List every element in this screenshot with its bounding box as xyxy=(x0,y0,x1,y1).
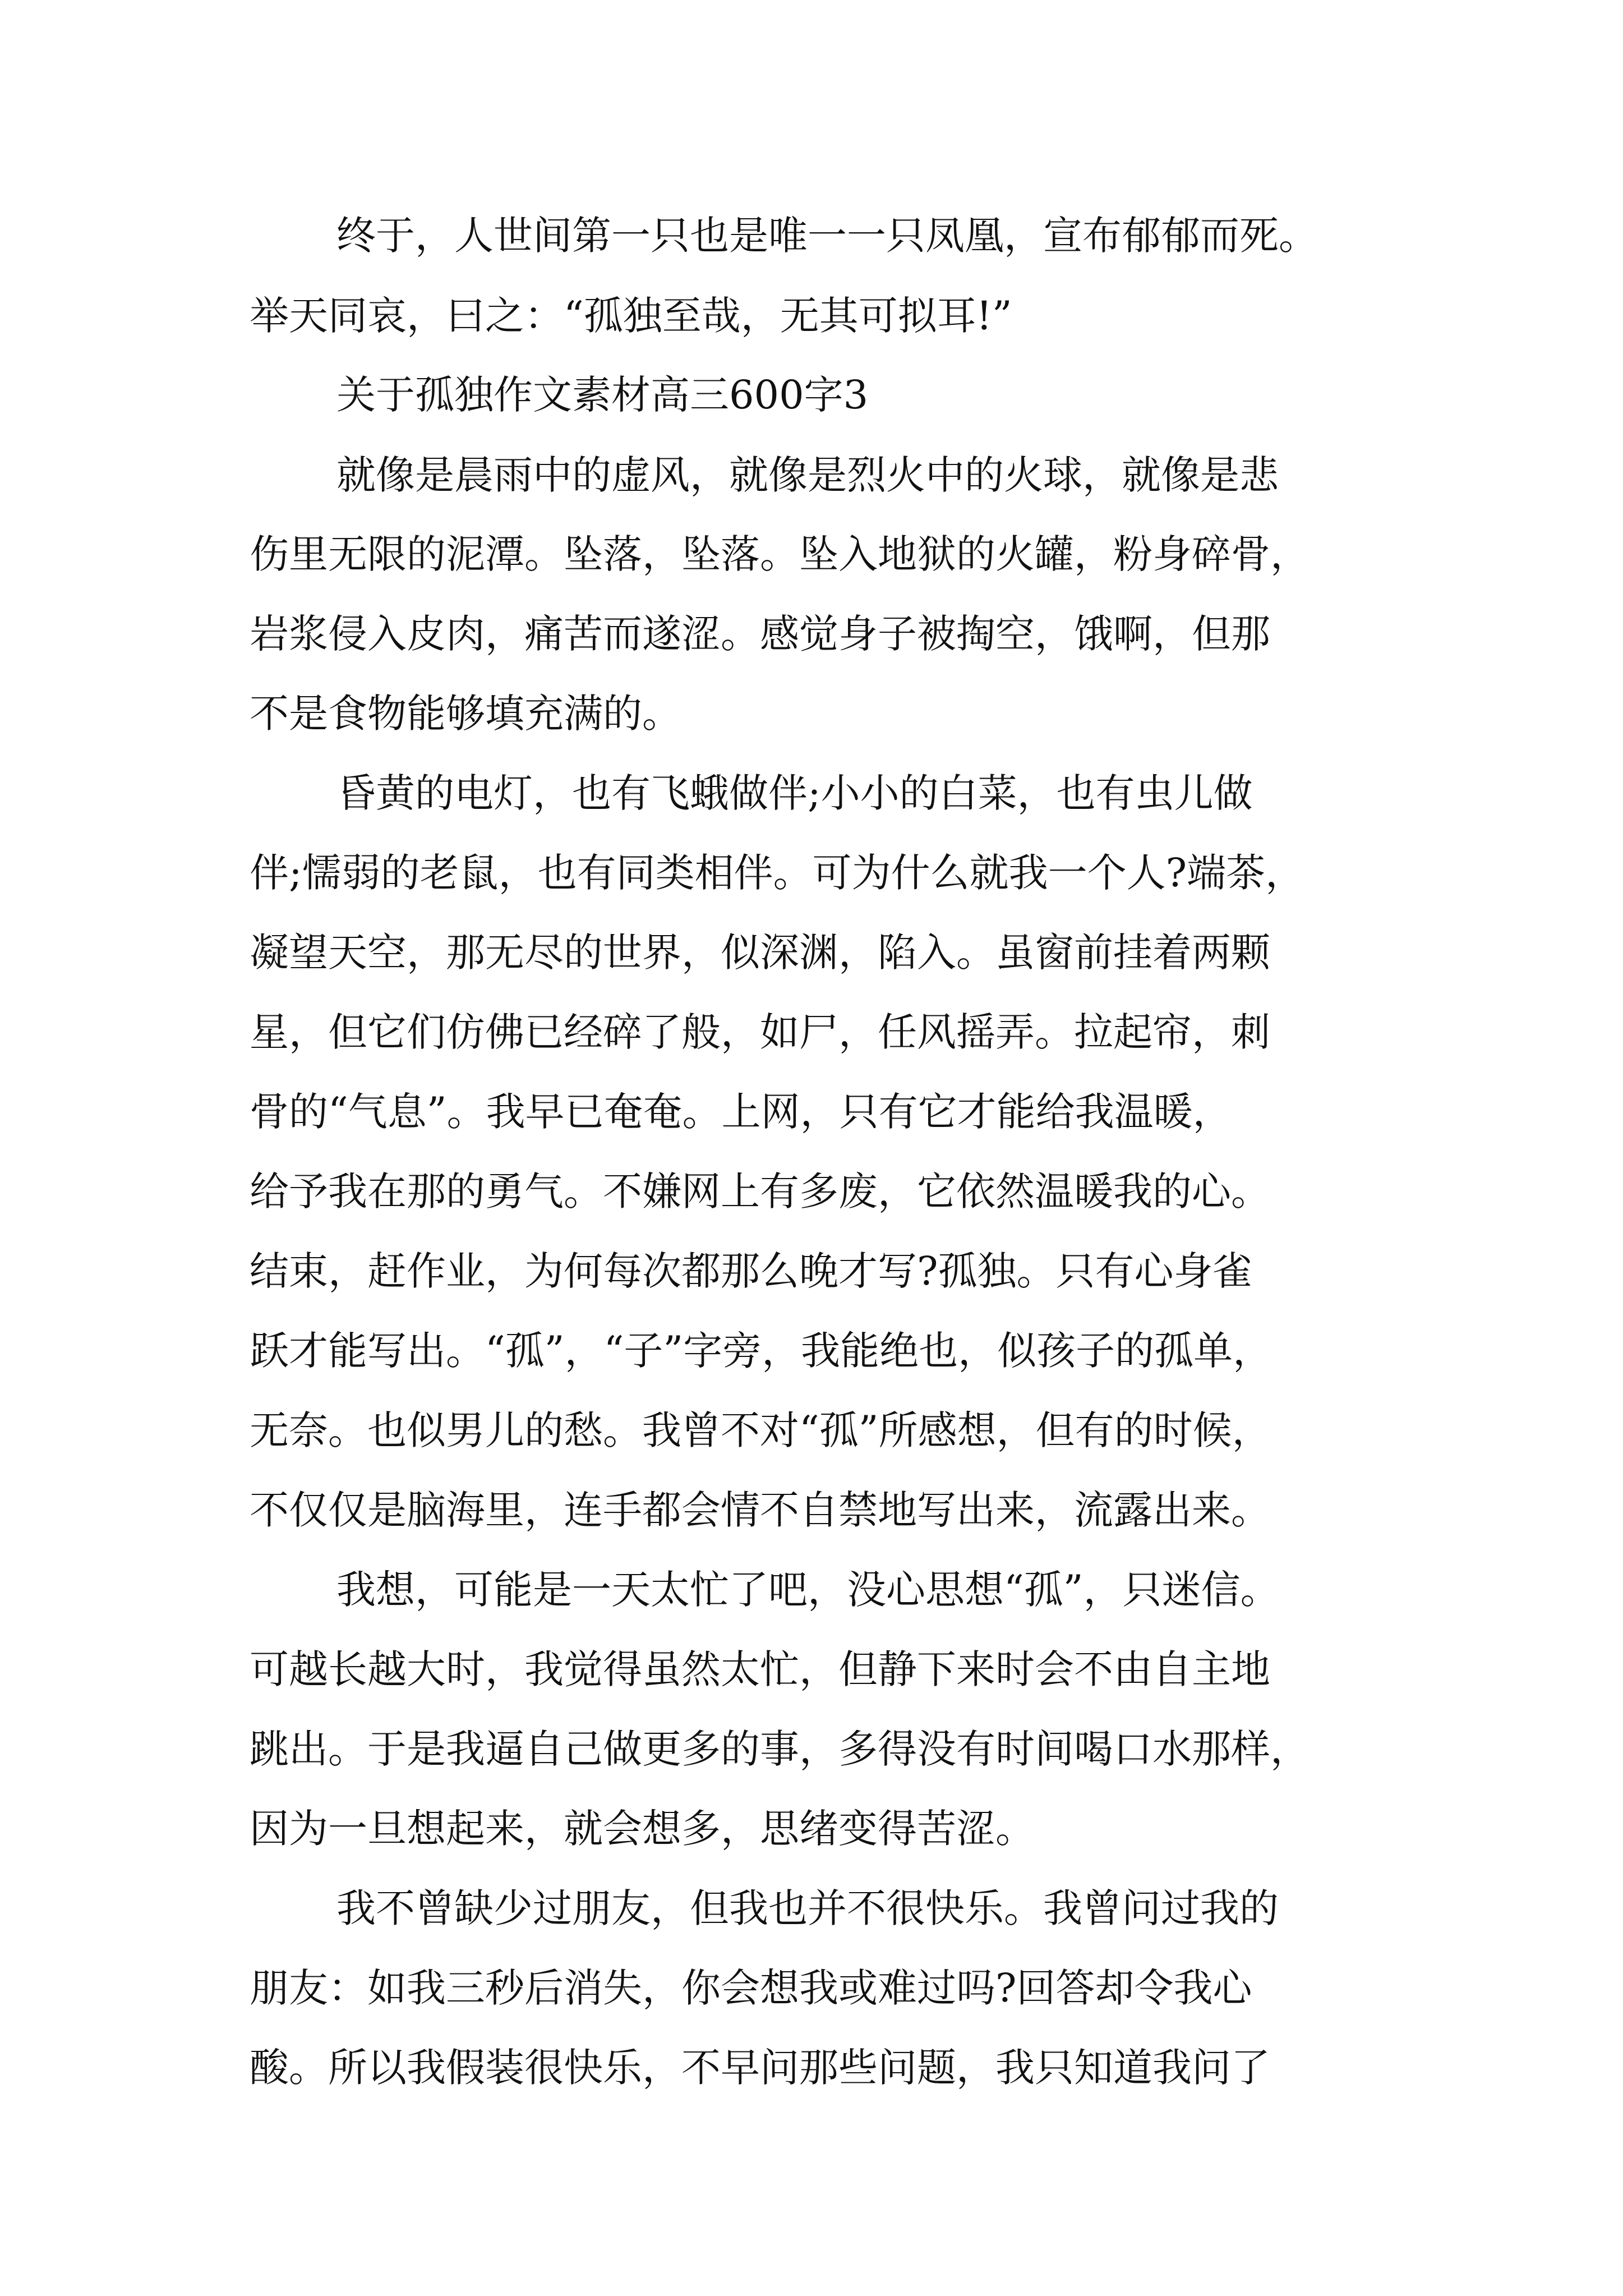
section-heading: 关于孤独作文素材高三600字3 xyxy=(336,372,869,418)
paragraph-lonely-line-3: 凝望天空，那无尽的世界，似深渊，陷入。虽窗前挂着两颗 xyxy=(250,930,1270,976)
paragraph-friends-line-1: 我不曾缺少过朋友，但我也并不很快乐。我曾问过我的 xyxy=(336,1885,1279,1931)
paragraph-busy-line-1: 我想，可能是一天太忙了吧，没心思想“孤”，只迷信。 xyxy=(336,1567,1280,1613)
paragraph-falling-line-4: 不是食物能够填充满的。 xyxy=(250,691,681,737)
paragraph-lonely-line-1: 昏黄的电灯，也有飞蛾做伴;小小的白菜，也有虫儿做 xyxy=(336,770,1253,816)
paragraph-busy-line-4: 因为一旦想起来，就会想多，思绪变得苦涩。 xyxy=(250,1806,1035,1852)
paragraph-busy-line-3: 跳出。于是我逼自己做更多的事，多得没有时间喝口水那样， xyxy=(250,1726,1310,1772)
paragraph-lonely-line-2: 伴;懦弱的老鼠，也有同类相伴。可为什么就我一个人?端茶， xyxy=(250,850,1305,896)
paragraph-lonely-line-6: 给予我在那的勇气。不嫌网上有多废，它依然温暖我的心。 xyxy=(250,1168,1270,1214)
paragraph-falling-line-3: 岩浆侵入皮肉，痛苦而遂涩。感觉身子被掏空，饿啊，但那 xyxy=(250,611,1270,657)
paragraph-lonely-line-5: 骨的“气息”。我早已奄奄。上网，只有它才能给我温暖， xyxy=(250,1089,1232,1135)
paragraph-falling-line-1: 就像是晨雨中的虚风，就像是烈火中的火球，就像是悲 xyxy=(336,452,1279,498)
paragraph-phoenix-line-2: 举天同哀，曰之：“孤独至哉，无其可拟耳!” xyxy=(250,293,1012,339)
paragraph-lonely-line-4: 星，但它们仿佛已经碎了般，如尸，任风摇弄。拉起帘，刺 xyxy=(250,1009,1270,1055)
paragraph-falling-line-2: 伤里无限的泥潭。坠落，坠落。坠入地狱的火罐，粉身碎骨， xyxy=(250,531,1310,577)
paragraph-lonely-line-8: 跃才能写出。“孤”，“子”字旁，我能绝也，似孩子的孤单， xyxy=(250,1328,1272,1374)
paragraph-lonely-line-7: 结束，赶作业，为何每次都那么晚才写?孤独。只有心身雀 xyxy=(250,1248,1252,1294)
paragraph-phoenix-line-1: 终于，人世间第一只也是唯一一只凤凰，宣布郁郁而死。 xyxy=(336,213,1318,259)
paragraph-busy-line-2: 可越长越大时，我觉得虽然太忙，但静下来时会不由自主地 xyxy=(250,1646,1270,1692)
paragraph-lonely-line-9: 无奈。也似男儿的愁。我曾不对“孤”所感想，但有的时候， xyxy=(250,1407,1271,1453)
paragraph-friends-line-2: 朋友：如我三秒后消失，你会想我或难过吗?回答却令我心 xyxy=(250,1965,1252,2011)
paragraph-lonely-line-10: 不仅仅是脑海里，连手都会情不自禁地写出来，流露出来。 xyxy=(250,1487,1270,1533)
paragraph-friends-line-3: 酸。所以我假装很快乐，不早问那些问题，我只知道我问了 xyxy=(250,2045,1270,2091)
